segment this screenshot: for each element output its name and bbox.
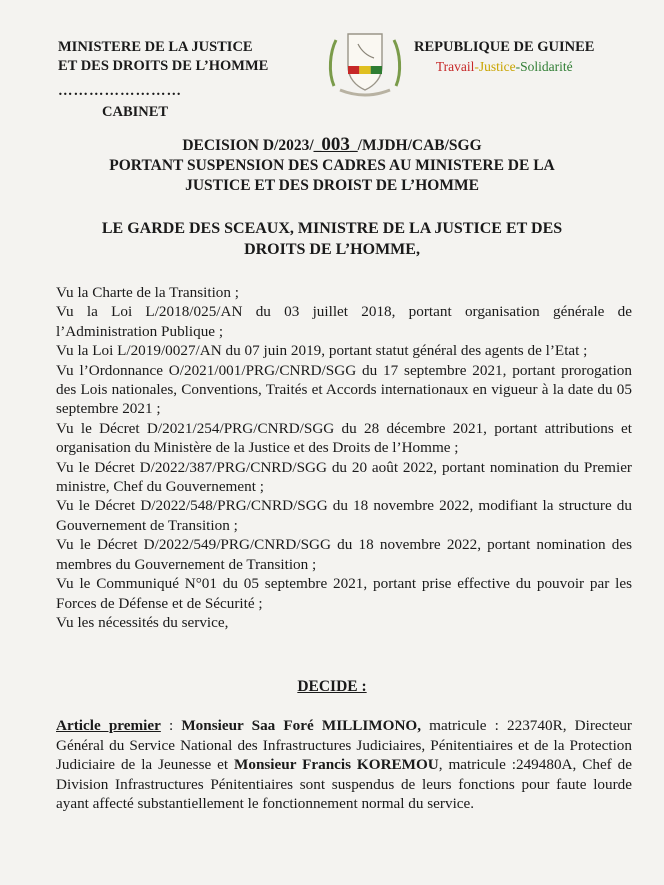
article-person-1: Monsieur Saa Foré MILLIMONO, [181,717,422,734]
national-motto [414,57,594,76]
consideration-item: Vu la Charte de la Transition ; [56,284,240,301]
decision-suffix: _/MJDH/CAB/SGG [349,137,482,154]
consideration-item: Vu l’Ordonnance O/2021/001/PRG/CNRD/SGG du 17 septembre 2021, portant prorogation des Lois nationales, Conventions, Traités et Accords internationaux en vigueur à la date du 05 septembre 2021 ; [56,361,632,418]
consideration-item: Vu le Décret D/2022/549/PRG/CNRD/SGG du 18 novembre 2022, portant nomination des membres du Gouvernement de Transition ; [56,536,632,573]
considerations-list [56,283,632,632]
consideration-item: Vu la Loi L/2018/025/AN du 03 juillet 2018, portant organisation générale de l’Administration Publique ; [56,303,632,340]
decision-title [0,135,664,196]
motto-sep-2: - [515,59,521,74]
motto-travail: Travail [435,59,475,74]
consideration-item: Vu le Décret D/2022/387/PRG/CNRD/SGG du 20 août 2022, portant nomination du Premier ministre, Chef du Gouvernement ; [56,458,632,496]
minister-heading-line1: LE GARDE DES SCEAUX, MINISTRE DE LA JUSTICE ET DES [101,220,563,237]
article-text-2: , matricule :249480A, Chef de Division Infrastructures Pénitentiaires sont suspendus de leurs fonctions pour faute lourde ayant affecté substantiellement le fonctionnement normal du service. [56,756,632,813]
coat-of-arms-emblem [322,22,408,104]
consideration-item: Vu le Décret D/2021/254/PRG/CNRD/SGG du 28 décembre 2021, portant attributions et organisation du Ministère de la Justice et des Droits de l’Homme ; [56,419,632,457]
consideration-item: Vu la Loi L/2019/0027/AN du 07 juin 2019, portant statut général des agents de l’Etat ; [56,342,588,360]
minister-heading-line2: DROITS DE L’HOMME, [244,241,420,258]
decision-number: 003 [321,134,350,155]
consideration-item: Vu le Décret D/2022/548/PRG/CNRD/SGG du 18 novembre 2022, modifiant la structure du Gouvernement de Transition ; [56,497,632,534]
article-separator: : [160,717,182,734]
article-person-2: Monsieur Francis KOREMOU [234,756,439,774]
decide-label: DECIDE : [297,678,367,695]
motto-sep-1: - [474,59,479,74]
article-premier [56,716,632,814]
decision-prefix: DECISION D/2023/_ [182,137,322,154]
article-text-1: matricule : 223740R, Directeur Général du Service National des Infrastructures Judiciaires, Pénitentiaires et de la Protection Judiciaire de la Jeunesse et [56,717,632,774]
motto-justice: Justice [478,59,516,74]
motto-solidarite: Solidarité [520,59,573,74]
decision-subject-line1: PORTANT SUSPENSION DES CADRES AU MINISTERE DE LA [109,157,555,174]
ministry-header [58,38,268,122]
decision-number-line [0,135,664,156]
minister-heading [0,218,664,260]
decide-heading [0,678,664,696]
article-label: Article premier [56,717,161,734]
dotted-separator: …………………… [58,83,182,99]
decision-subject-line2: JUSTICE ET DES DROIST DE L’HOMME [185,177,479,194]
republic-name: REPUBLIQUE DE GUINEE [414,39,595,55]
ministry-name-line1: MINISTERE DE LA JUSTICE [58,39,253,55]
consideration-item: Vu le Communiqué N°01 du 05 septembre 2021, portant prise effective du pouvoir par les Forces de Défense et de Sécurité ; [56,575,632,612]
cabinet-label: CABINET [102,104,169,120]
republic-header [414,38,594,76]
consideration-item: Vu les nécessités du service, [56,613,229,631]
ministry-name-line2: ET DES DROITS DE L’HOMME [58,58,269,74]
